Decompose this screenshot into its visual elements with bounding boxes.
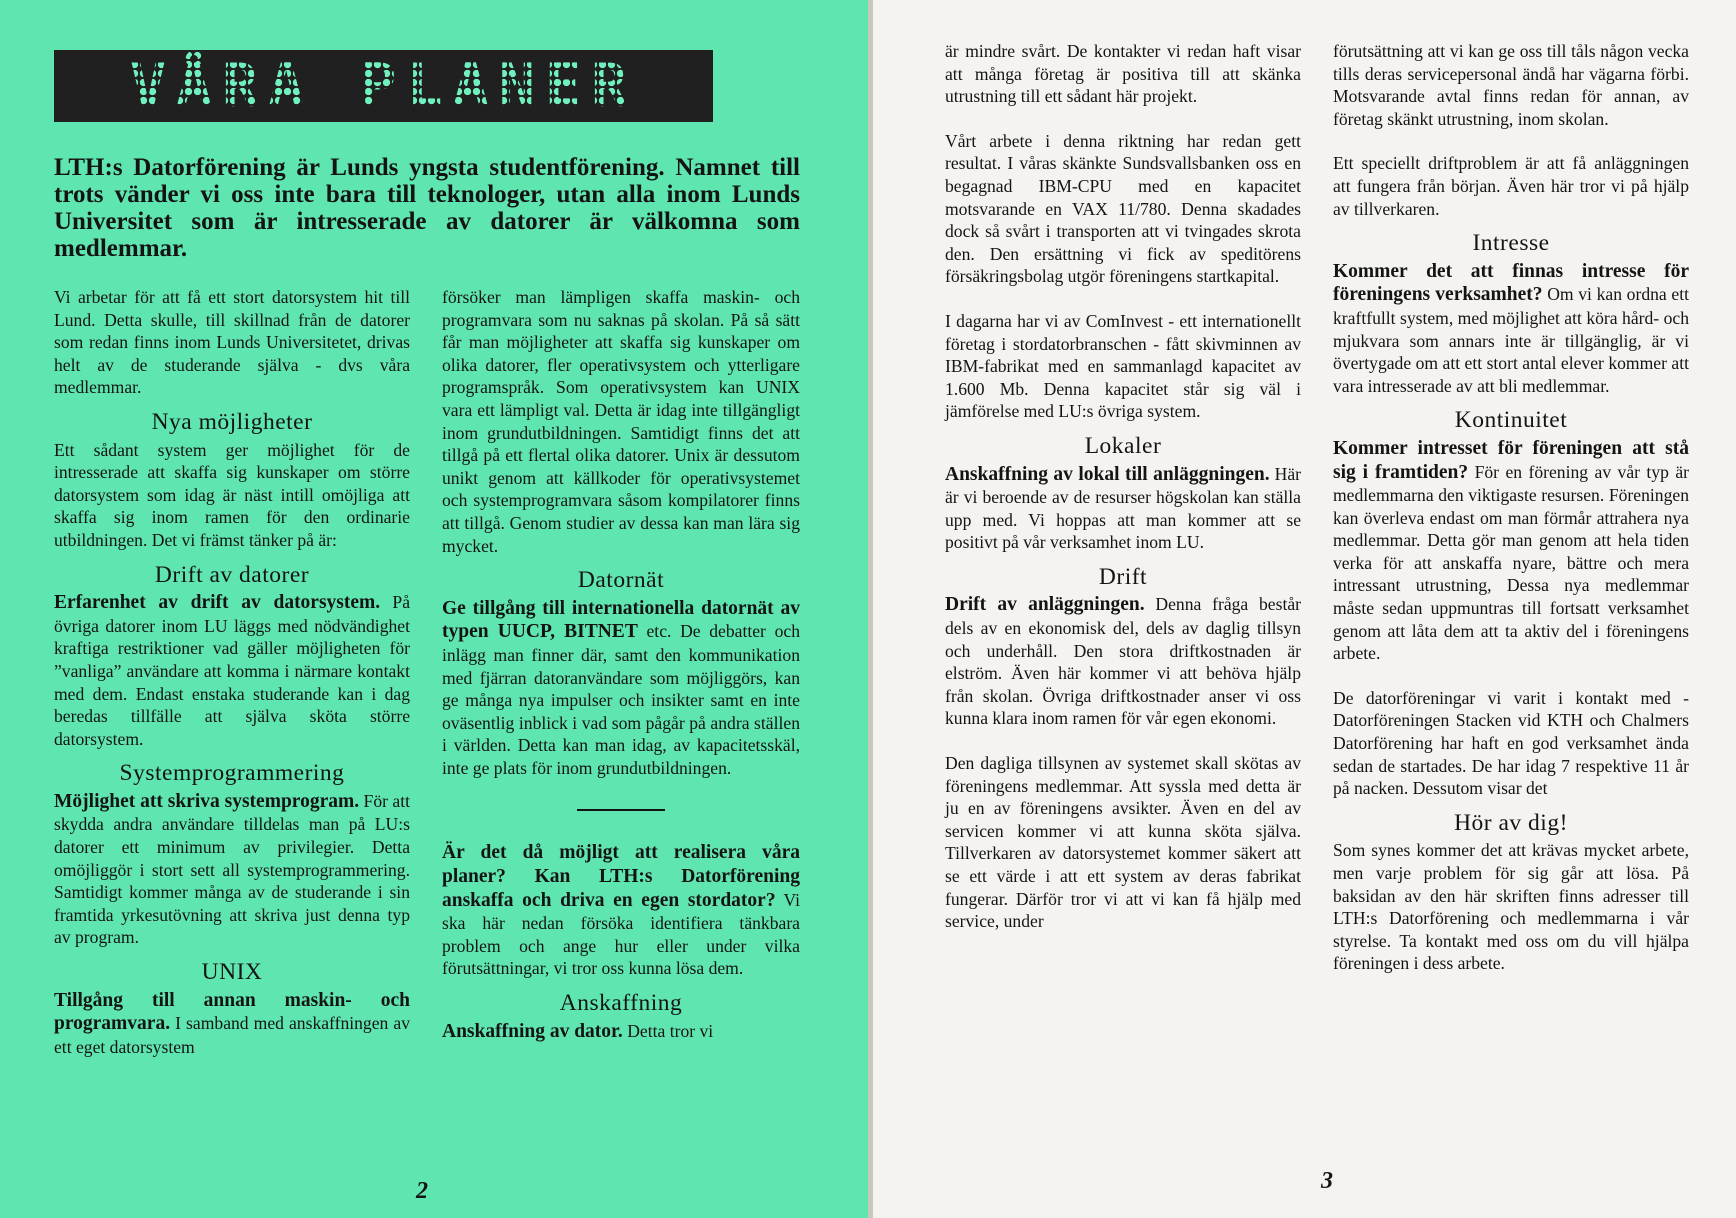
body-text: På övriga datorer inom LU läggs med nödvändighet kraftiga restriktioner vad gäller möjligheten för ”vanliga” användare att komma i närmare kontakt med dem. Endast enstaka studerande kan i dag beredas tillfälle att själva sköta större datorsystem. [54, 592, 411, 749]
paragraph: förutsättning att vi kan ge oss till tåls någon vecka tills deras servicepersonal ändå har vägarna förbi. Motsvarande avtal finns redan för annan, av företag skänkt utrustning, inom skolan. [1333, 41, 1689, 129]
paragraph: De datorföreningar vi varit i kontakt med - Datorföreningen Stacken vid KTH och Chalmers Datorförening har haft en god verksamhet ända sedan de startades. De har idag 7 respektive 11 år på nacken. Dessutom visar det [1333, 687, 1689, 799]
section-heading: Kontinuitet [1454, 407, 1568, 434]
section-heading: Systemprogrammering [119, 760, 345, 787]
paragraph: är mindre svårt. De kontakter vi redan haft visar att många företag är positiva till att skänka utrustning till ett sådant här projekt. [945, 41, 1301, 107]
paragraph [54, 591, 410, 750]
paragraph [442, 841, 800, 980]
page-number: 3 [1321, 1168, 1333, 1194]
paragraph [945, 593, 1301, 730]
paragraph: Vårt arbete i denna riktning har redan gett resultat. I våras skänkte Sundsvallsbanken oss en begagnad IBM-CPU med en kapacitet motsvarande en VAX 11/780. Denna skadades dock så svårt i transporten att vi tvingades skrota den. Den ersättning vi fick av speditörens försäkringsbolag utgör föreningens startkapital. [945, 130, 1301, 287]
body-text: Detta tror vi [627, 1020, 714, 1041]
paragraph: Ett sådant system ger möjlighet för de intresserade att skaffa sig kunskaper om större datorsystem som idag är näst intill omöjliga att skaffa sig inom ramen för den ordinarie utbildningen. Det vi främst tänker på är: [54, 439, 410, 550]
left-column-1 [54, 286, 410, 1058]
paragraph: Den dagliga tillsynen av systemet skall skötas av föreningens medlemmar. Att syssla med detta är ju en av föreningens avsikter. Även en del av servicen kommer vi att kunna sköta själva. Tillverkaren av datorsystemet kommer säkert att se ett värde i att ett system av deras fabrikat fungerar. Därför tror vi att vi kan få hjälp med service, under [945, 753, 1301, 932]
body-text: etc. De debatter och inlägg man finner där, samt den kommunikation med fjärran datoranvändare som möjliggörs, kan ge många nya impulser och insikter samt en inte oväsentlig inblick i vad som pågår på andra ställen i världen. Detta kan man idag, av kapacitetsskäl, inte ge plats för inom grundutbildningen. [442, 621, 800, 778]
paragraph [1333, 437, 1689, 665]
lead-text: Erfarenhet av drift av datorsystem. [54, 592, 381, 614]
right-column-1 [945, 40, 1301, 933]
right-column-2 [1333, 40, 1689, 975]
right-page [873, 0, 1736, 1218]
lead-text: Ge tillgång till internationella datornät av typen UUCP, BITNET [442, 597, 800, 643]
left-column-2 [442, 286, 800, 1043]
lead-text: Tillgång till annan maskin- och programvara. [54, 989, 410, 1035]
lead-text: Anskaffning av lokal till anläggningen. [945, 463, 1270, 485]
paragraph: Vi arbetar för att få ett stort datorsystem hit till Lund. Detta skulle, till skillnad från de datorer som redan finns inom Lunds Universitetet, drivas helt av de studerande själva - dvs våra medlemmar. [54, 287, 410, 398]
paragraph: Som synes kommer det att krävas mycket arbete, men varje problem för sig går att lösa. På baksidan av den här skriften finns adresser till LTH:s Datorförening och medlemmarna i vår styrelse. Ta kontakt med oss om du vill hjälpa föreningen i dess arbete. [1333, 840, 1689, 974]
lead-text: Möjlighet att skriva systemprogram. [54, 790, 360, 812]
paragraph: försöker man lämpligen skaffa maskin- och programvara som nu saknas på skolan. På så sätt får man möjligheter att skaffa sig kunskaper om olika datorer, fler operativsystem och ytterligare programspråk. Som operativsystem kan UNIX vara ett lämpligt val. Detta är idag inte tillgängligt inom grundutbildningen. Samtidigt finns det att tillgå på ett flertal olika datorer. Unix är dessutom unikt genom att källkoder för operativsystemet och systemprogramvara såsom kompilatorer finns att tillgå. Genom studier av dessa kan man lära sig mycket. [442, 287, 800, 556]
section-heading: Lokaler [1084, 432, 1162, 459]
paragraph [442, 1020, 800, 1044]
paragraph [54, 790, 410, 949]
body-text: För att skydda andra användare tilldelas man på LU:s datorer ett minimum av privilegier. Detta omöjliggör i stort sett all systemprogrammering. Samtidigt kommer många av de studerande i sin framtida yrkesutövning att skriva just denna typ av program. [54, 790, 410, 948]
lead-text: Anskaffning av dator. [442, 1020, 623, 1042]
section-heading: UNIX [201, 959, 263, 986]
section-heading: Anskaffning [559, 990, 683, 1017]
title-banner [54, 50, 713, 122]
lead-text: Kommer intresset för föreningen att stå sig i framtiden? [1333, 437, 1689, 483]
body-text: Vi ska här nedan försöka identifiera tänkbara problem och ange hur eller under vilka förutsättningar, vi tror oss kunna lösa dem. [442, 889, 800, 979]
banner-title: VÅRA PLANER [129, 51, 638, 121]
paragraph: Ett speciellt driftproblem är att få anläggningen att fungera från början. Även här tror vi på hjälp av tillverkaren. [1333, 153, 1689, 219]
body-text: Denna fråga består dels av en ekonomisk del, dels av daglig tillsyn och underhåll. Den stora driftkostnaden är elström. Även här kommer vi att behöva hjälp från skolan. Övriga driftkostnader anser vi oss kunna klara inom ramen för vår egen ekonomi. [945, 594, 1302, 729]
section-heading: Datornät [577, 567, 665, 594]
intro-paragraph: LTH:s Datorförening är Lunds yngsta studentförening. Namnet till trots vänder vi oss inte bara till teknologer, utan alla inom Lunds Universitet som är intresserade av datorer är välkomna som medlemmar. [54, 154, 800, 262]
body-text: Här är vi beroende av de resurser högskolan kan ställa upp med. Vi hoppas att man kommer att se positivt på vår verksamhet inom LU. [945, 463, 1301, 553]
paragraph [1333, 260, 1689, 398]
body-text: I samband med anskaffningen av ett eget datorsystem [54, 1013, 410, 1057]
lead-text: Är det då möjligt att realisera våra planer? Kan LTH:s Datorförening anskaffa och driva en egen stordator? [442, 842, 800, 911]
divider [577, 809, 665, 811]
paragraph [54, 989, 410, 1059]
body-text: Om vi kan ordna ett kraftfullt system, med möjlighet att köra hård- och mjukvara som annars inte är tillgänglig, är vi övertygade om att ett stort antal elever kommer att vara intresserade av att bli medlemmar. [1333, 284, 1689, 396]
paragraph: I dagarna har vi av ComInvest - ett internationellt företag i stordatorbranschen - fått skivminnen av IBM-fabrikat med en sammanlagd kapacitet av 1.600 Mb. Denna kapacitet står sig väl i jämförelse med LU:s övriga system. [945, 310, 1301, 422]
lead-text: Kommer det att finnas intresse för föreningens verksamhet? [1333, 260, 1689, 306]
section-heading: Hör av dig! [1454, 809, 1568, 836]
section-heading: Drift [1098, 563, 1148, 590]
section-heading: Intresse [1472, 230, 1550, 257]
paragraph [442, 597, 800, 780]
body-text: För en förening av vår typ är medlemmarna den viktigaste resursen. Föreningen kan överleva endast om man förmår attrahera nya medlemmar. Detta gör man genom att hela tiden verka för att anskaffa nyare, bättre och mera intressant utrustning, Dessa nya medlemmar måste sedan uppmuntras till fortsatt verksamhet genom att låta dem att ta aktiv del i föreningens arbete. [1333, 461, 1690, 664]
page-number: 2 [416, 1178, 428, 1204]
section-heading: Nya möjligheter [151, 408, 313, 435]
paragraph [945, 463, 1301, 554]
section-heading: Drift av datorer [154, 561, 310, 588]
lead-text: Drift av anläggningen. [945, 594, 1145, 616]
